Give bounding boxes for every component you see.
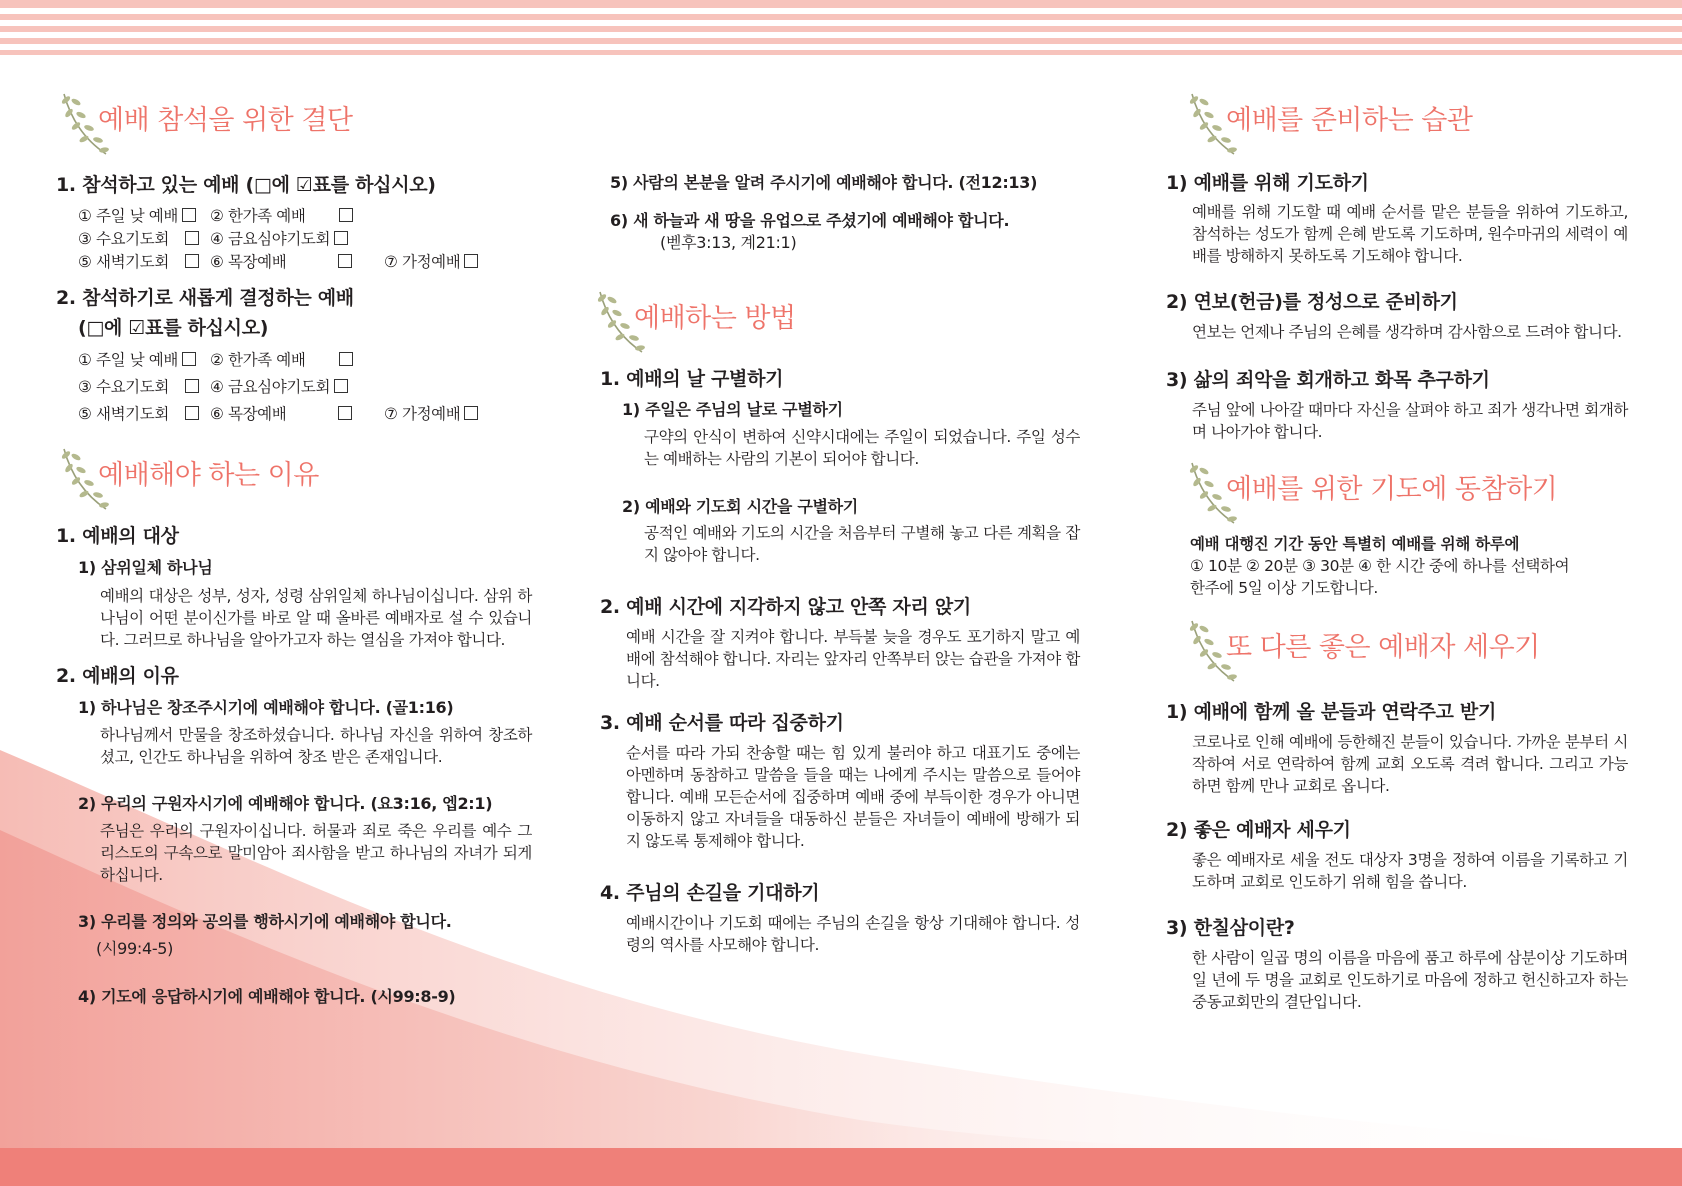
paragraph: 순서를 따라 가되 찬송할 때는 힘 있게 불러야 하고 대표기도 중에는 아멘하며 동참하고 말씀을 들을 때는 나에게 주시는 말씀으로 들어야 합니다. 예배 모든순서에 집중하며 예배 중에 부득이한 경우가 아니면 이동하지 않고 자녀들을 대동하신 분들은 자녀들이 예배에 방해가 되지 않도록 통제해야 합니다. xyxy=(626,744,1080,850)
option-4: ④ 금요심야기도회 xyxy=(210,376,384,398)
paragraph: 예배의 대상은 성부, 성자, 성령 삼위일체 하나님이십니다. 삼위 하나님이 어떤 분이신가를 바로 알 때 올바른 예배자로 설 수 있습니다. 그러므로 하나님을 알아가고자 하는 열심을 가져야 합니다. xyxy=(100,587,532,649)
method-heading: 1. 예배의 날 구별하기 xyxy=(600,368,784,390)
section-heading xyxy=(1184,80,1628,154)
method-heading: 4. 주님의 손길을 기대하기 xyxy=(600,882,820,904)
reason-item: 5) 사람의 본분을 알려 주시기에 예배해야 합니다. (전12:13) xyxy=(610,173,1038,192)
checkbox[interactable] xyxy=(339,352,353,366)
section-title: 예배를 준비하는 습관 xyxy=(1226,105,1473,136)
section-heading xyxy=(1184,449,1628,523)
option-3: ③ 수요기도회 xyxy=(78,228,210,250)
option-empty xyxy=(384,349,504,371)
paragraph: 주님은 우리의 구원자이십니다. 허물과 죄로 죽은 우리를 예수 그리스도의 구속으로 말미암아 죄사함을 받고 하나님의 자녀가 되게 하십니다. xyxy=(100,822,532,884)
habit-heading: 3) 삶의 죄악을 회개하고 화목 추구하기 xyxy=(1166,369,1490,391)
section-title: 예배 참석을 위한 결단 xyxy=(98,105,353,136)
checkbox[interactable] xyxy=(334,231,348,245)
paragraph: 좋은 예배자로 세울 전도 대상자 3명을 정하여 이름을 기록하고 기도하며 교회로 인도하기 위해 힘을 씁니다. xyxy=(1192,851,1628,891)
reason-item-ref: (시99:4-5) xyxy=(96,939,174,958)
checkbox[interactable] xyxy=(185,406,199,420)
section-heading xyxy=(56,80,532,154)
paragraph: 예배 시간을 잘 지켜야 합니다. 부득불 늦을 경우도 포기하지 말고 예배에 참석해야 합니다. 자리는 앞자리 안쪽부터 앉는 습관을 가져야 합니다. xyxy=(626,628,1080,690)
section-heading xyxy=(56,435,532,509)
section-title: 예배해야 하는 이유 xyxy=(98,460,319,491)
options-grid-new xyxy=(56,349,532,425)
reason-item: 3) 우리를 정의와 공의를 행하시기에 예배해야 합니다. xyxy=(78,912,452,931)
prayer-line: 한주에 5일 이상 기도합니다. xyxy=(1190,579,1378,597)
option-3: ③ 수요기도회 xyxy=(78,376,210,398)
section-heading xyxy=(1184,607,1628,681)
option-empty xyxy=(384,228,504,250)
habit-heading: 2) 연보(헌금)를 정성으로 준비하기 xyxy=(1166,291,1458,313)
paragraph: 주님 앞에 나아갈 때마다 자신을 살펴야 하고 죄가 생각나면 회개하며 나아가야 합니다. xyxy=(1192,401,1628,441)
worshiper-heading: 2) 좋은 예배자 세우기 xyxy=(1166,819,1351,841)
section-title: 예배를 위한 기도에 동참하기 xyxy=(1226,474,1558,505)
section-title: 예배하는 방법 xyxy=(634,303,796,334)
checkbox[interactable] xyxy=(185,254,199,268)
option-2: ② 한가족 예배 xyxy=(210,205,384,227)
reason-item: 4) 기도에 응답하시기에 예배해야 합니다. (시99:8-9) xyxy=(78,987,456,1006)
option-7: ⑦ 가정예배 xyxy=(384,251,504,273)
method-subheading: 1) 주일은 주님의 날로 구별하기 xyxy=(622,400,843,419)
paragraph: 구약의 안식이 변하여 신약시대에는 주일이 되었습니다. 주일 성수는 예배하는 사람의 기본이 되어야 합니다. xyxy=(644,428,1080,468)
paragraph: 한 사람이 일곱 명의 이름을 마음에 품고 하루에 삼분이상 기도하며 일 년에 두 명을 교회로 인도하기로 마음에 정하고 헌신하고자 하는 중동교회만의 결단입니다. xyxy=(1192,949,1628,1011)
paragraph: 예배를 위해 기도할 때 예배 순서를 맡은 분들을 위하여 기도하고, 참석하는 성도가 함께 은혜 받도록 기도하며, 원수마귀의 세력이 예배를 방해하지 못하도록 기도해야 합니다. xyxy=(1192,203,1628,265)
option-1: ① 주일 낮 예배 xyxy=(78,205,210,227)
option-1: ① 주일 낮 예배 xyxy=(78,349,210,371)
checkbox[interactable] xyxy=(185,231,199,245)
option-empty xyxy=(384,205,504,227)
column-left xyxy=(56,80,532,1008)
worshiper-heading: 1) 예배에 함께 올 분들과 연락주고 받기 xyxy=(1166,701,1497,723)
reason-item-ref: (벧후3:13, 계21:1) xyxy=(660,233,797,252)
reason-heading-2: 2. 예배의 이유 xyxy=(56,665,179,687)
option-empty xyxy=(384,376,504,398)
column-middle xyxy=(600,80,1080,956)
reason-item: 2) 우리의 구원자시기에 예배해야 합니다. (요3:16, 엡2:1) xyxy=(78,794,493,813)
option-7: ⑦ 가정예배 xyxy=(384,403,504,425)
method-heading: 3. 예배 순서를 따라 집중하기 xyxy=(600,712,844,734)
checkbox[interactable] xyxy=(338,254,352,268)
prayer-line: ① 10분 ② 20분 ③ 30분 ④ 한 시간 중에 하나를 선택하여 xyxy=(1190,557,1570,575)
paragraph: 코로나로 인해 예배에 등한해진 분들이 있습니다. 가까운 분부터 시작하여 서로 연락하여 함께 교회 오도록 격려 합니다. 그리고 가능하면 함께 만나 교회로 옵니다. xyxy=(1192,733,1628,795)
question-1: 1. 참석하고 있는 예배 (□에 ☑표를 하십시오) xyxy=(56,174,436,196)
checkbox[interactable] xyxy=(334,379,348,393)
option-2: ② 한가족 예배 xyxy=(210,349,384,371)
reason-heading-1: 1. 예배의 대상 xyxy=(56,525,179,547)
reason-subheading-1: 1) 삼위일체 하나님 xyxy=(78,558,213,577)
option-5: ⑤ 새벽기도회 xyxy=(78,403,210,425)
checkbox[interactable] xyxy=(464,406,478,420)
worshiper-heading: 3) 한칠삼이란? xyxy=(1166,917,1295,939)
checkbox[interactable] xyxy=(338,406,352,420)
column-right xyxy=(1166,80,1628,1013)
question-2-note: (□에 ☑표를 하십시오) xyxy=(78,317,269,339)
option-6: ⑥ 목장예배 xyxy=(210,251,384,273)
paragraph: 연보는 언제나 주님의 은혜를 생각하며 감사함으로 드려야 합니다. xyxy=(1192,323,1622,341)
section-title: 또 다른 좋은 예배자 세우기 xyxy=(1226,632,1540,663)
option-5: ⑤ 새벽기도회 xyxy=(78,251,210,273)
checkbox[interactable] xyxy=(339,208,353,222)
method-subheading: 2) 예배와 기도회 시간을 구별하기 xyxy=(622,497,858,516)
checkbox[interactable] xyxy=(185,379,199,393)
section-heading xyxy=(592,278,1080,352)
footer-band xyxy=(0,1148,1682,1186)
habit-heading: 1) 예배를 위해 기도하기 xyxy=(1166,172,1369,194)
checkbox[interactable] xyxy=(182,352,196,366)
options-grid-current xyxy=(56,205,532,273)
method-heading: 2. 예배 시간에 지각하지 않고 안쪽 자리 앉기 xyxy=(600,596,971,618)
option-4: ④ 금요심야기도회 xyxy=(210,228,384,250)
reason-item: 1) 하나님은 창조주시기에 예배해야 합니다. (골1:16) xyxy=(78,698,454,717)
question-2: 2. 참석하기로 새롭게 결정하는 예배 xyxy=(56,287,354,309)
reason-item: 6) 새 하늘과 새 땅을 유업으로 주셨기에 예배해야 합니다. xyxy=(610,211,1010,230)
paragraph: 공적인 예배와 기도의 시간을 처음부터 구별해 놓고 다른 계획을 잡지 않아야 합니다. xyxy=(644,524,1080,564)
paragraph: 하나님께서 만물을 창조하셨습니다. 하나님 자신을 위하여 창조하셨고, 인간도 하나님을 위하여 창조 받은 존재입니다. xyxy=(100,726,532,766)
option-6: ⑥ 목장예배 xyxy=(210,403,384,425)
prayer-line: 예배 대행진 기간 동안 특별히 예배를 위해 하루에 xyxy=(1190,535,1520,553)
paragraph: 예배시간이나 기도회 때에는 주님의 손길을 항상 기대해야 합니다. 성령의 역사를 사모해야 합니다. xyxy=(626,914,1080,954)
checkbox[interactable] xyxy=(182,208,196,222)
checkbox[interactable] xyxy=(464,254,478,268)
